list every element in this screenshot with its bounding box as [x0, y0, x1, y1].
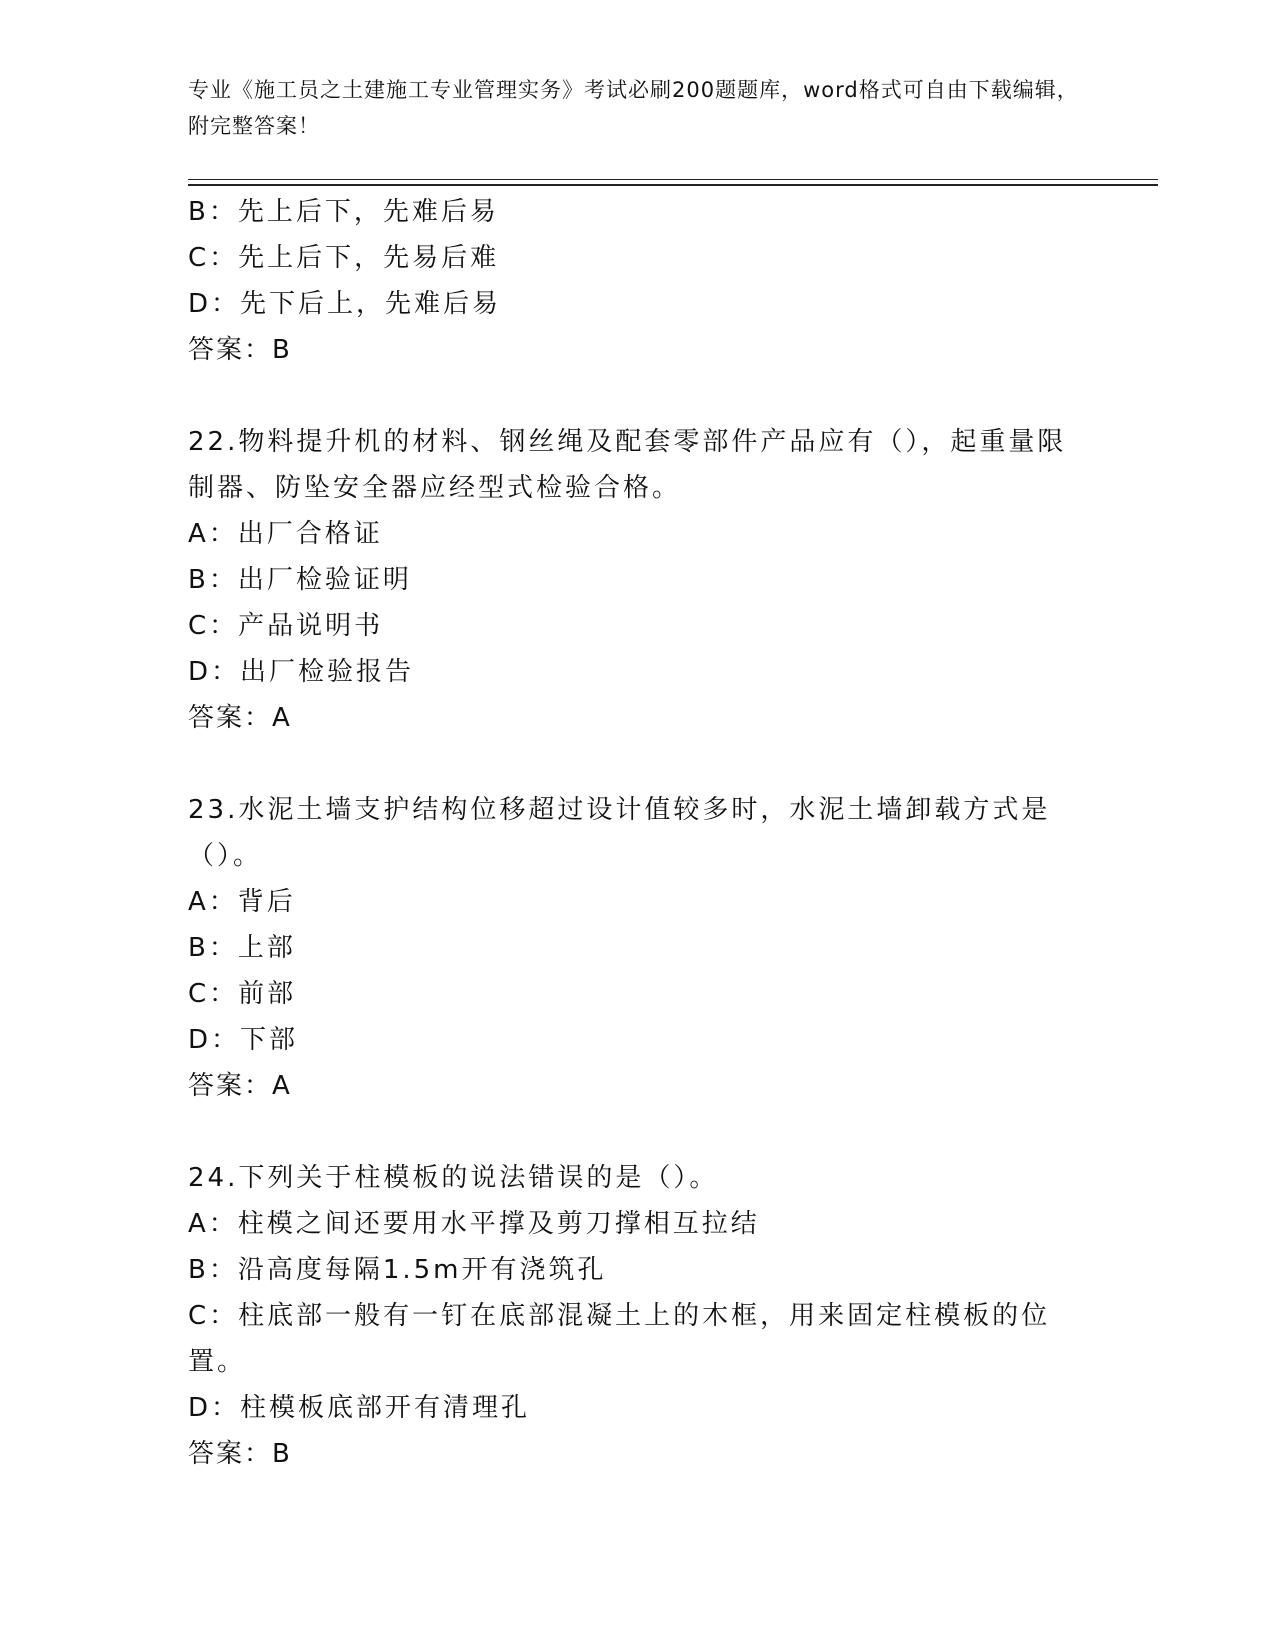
question-text: 22.物料提升机的材料、钢丝绳及配套零部件产品应有（），起重量限制器、防坠安全器应经型式检验合格。: [188, 427, 1067, 503]
spacer: [188, 373, 1088, 419]
option-c: C：前部: [188, 979, 297, 1009]
question-list: [188, 189, 1088, 1477]
option-a: A：出厂合格证: [188, 519, 383, 549]
question-text: 23.水泥土墙支护结构位移超过设计值较多时，水泥土墙卸载方式是（）。: [188, 795, 1051, 871]
answer: 答案：A: [188, 1071, 292, 1101]
question-text: 24.下列关于柱模板的说法错误的是（）。: [188, 1163, 719, 1193]
spacer: [188, 1109, 1088, 1155]
answer: 答案：B: [188, 335, 292, 365]
question-block-23: [188, 787, 1088, 1109]
spacer: [188, 741, 1088, 787]
option-d: D：柱模板底部开有清理孔: [188, 1393, 531, 1423]
option-d: D：出厂检验报告: [188, 657, 415, 687]
option-a: A：柱模之间还要用水平撑及剪刀撑相互拉结: [188, 1209, 760, 1239]
option-b: B：出厂检验证明: [188, 565, 412, 595]
option-b: B：先上后下，先难后易: [188, 197, 499, 227]
header-rule-thin: [188, 179, 1158, 180]
question-block-21: [188, 189, 1088, 373]
question-block-22: [188, 419, 1088, 741]
option-b: B：沿高度每隔1.5m开有浇筑孔: [188, 1255, 607, 1285]
header-title: 专业《施工员之土建施工专业管理实务》考试必刷200题题库，word格式可自由下载编辑，附完整答案！: [188, 78, 1079, 138]
option-a: A：背后: [188, 887, 296, 917]
option-d: D：下部: [188, 1025, 299, 1055]
option-c: C：先上后下，先易后难: [188, 243, 500, 273]
option-c: C：产品说明书: [188, 611, 384, 641]
option-b: B：上部: [188, 933, 296, 963]
question-block-24: [188, 1155, 1088, 1477]
header-rule-thick: [188, 184, 1158, 186]
answer: 答案：A: [188, 703, 292, 733]
document-header: [188, 72, 1088, 144]
option-c: C：柱底部一般有一钉在底部混凝土上的木框，用来固定柱模板的位置。: [188, 1301, 1051, 1377]
answer: 答案：B: [188, 1439, 292, 1469]
option-d: D：先下后上，先难后易: [188, 289, 502, 319]
